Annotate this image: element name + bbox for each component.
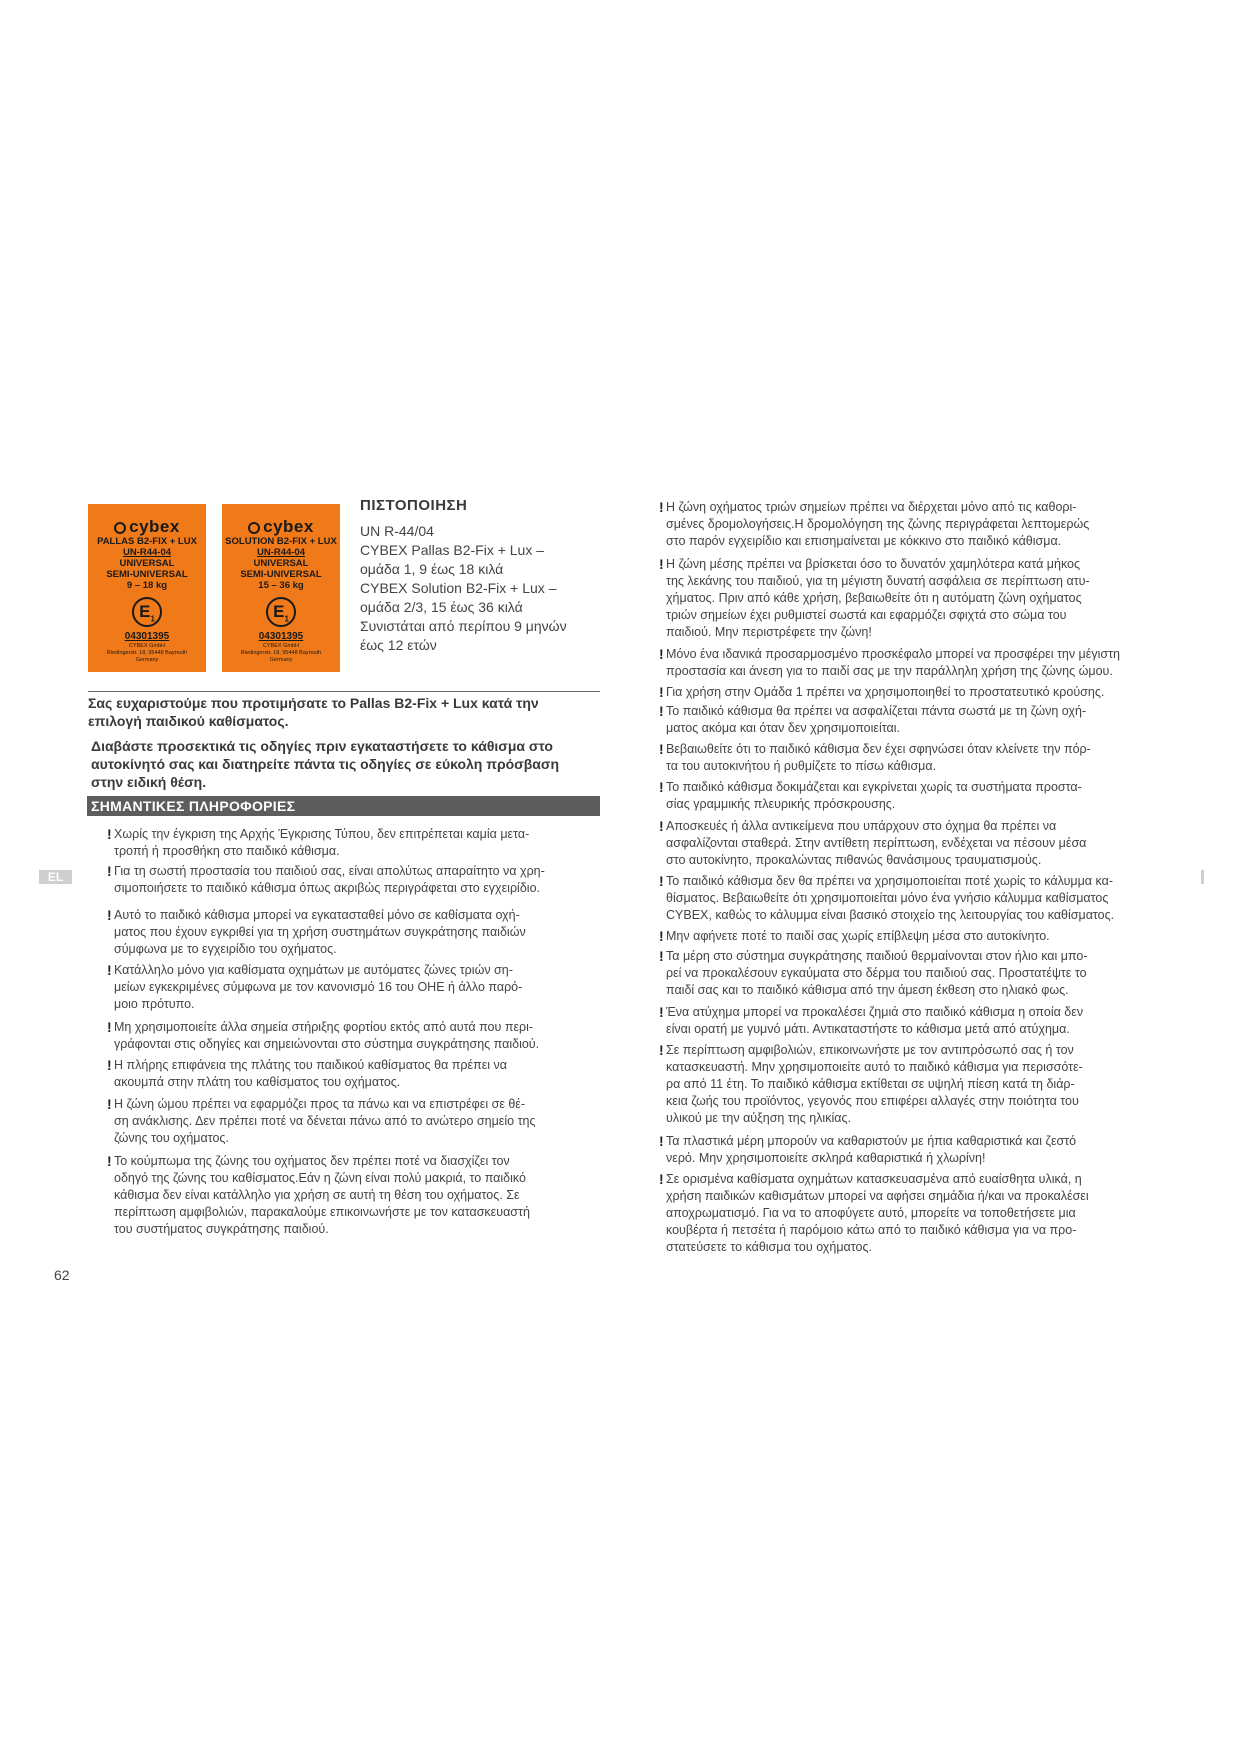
label-company: CYBEX GmbH <box>128 643 166 649</box>
notice-line: αυτοκίνητό σας και διατηρείτε πάντα τις οδηγίες σε εύκολη πρόσβαση <box>91 756 560 772</box>
list-item: ! Η ζώνη οχήματος τριών σημείων πρέπει να διέρχεται μόνο από τις καθορι- σμένες δρομολογήσεις.Η δρομολόγηση της ζώνης περιγράφεται λεπτομερώς στο παρόν εγχειρίδιο και επισημαίνεται με κόκκινο στο παιδικό κάθισμα. <box>659 499 1090 548</box>
approval-label-pallas <box>88 504 206 672</box>
warning-icon: ! <box>107 826 112 842</box>
thanks-line: Σας ευχαριστούμε που προτιμήσατε το Pallas B2-Fix + Lux κατά την <box>88 695 539 711</box>
cybex-logo-icon <box>248 522 260 534</box>
label-product: PALLAS B2-FIX + LUX <box>97 536 197 547</box>
warning-icon: ! <box>659 646 664 662</box>
list-item: ! Το κούμπωμα της ζώνης του οχήματος δεν πρέπει ποτέ να διασχίζει τον οδηγό της ζώνης του καθίσματος.Εάν η ζώνη είναι πολύ μακριά, το παιδικό κάθισμα δεν είναι κατάλληλο για χρήση σε αυτή τη θέση του οχήματος. Σε περίπτωση αμφιβολιών, παρακαλούμε επικοινωνήστε με τον κατασκευαστή του συστήματος συγκράτησης παιδιού. <box>107 1153 530 1236</box>
warning-icon: ! <box>659 741 664 757</box>
list-item: ! Τα πλαστικά μέρη μπορούν να καθαριστούν με ήπια καθαριστικά και ζεστό νερό. Μην χρησιμοποιείτε σκληρά καθαριστικά ή χλωρίνη! <box>659 1133 1077 1165</box>
label-category: UNIVERSAL <box>253 558 309 569</box>
list-item: ! Σε ορισμένα καθίσματα οχημάτων κατασκευασμένα από ευαίσθητα υλικά, η χρήση παιδικών καθισμάτων μπορεί να αφήσει σημάδια ή/και να προκαλέσει αποχρωματισμό. Για να το αποφύγετε αυτό, μπορείτε να τοποθετήσετε μια κουβέρτα ή πετσέτα ή παρόμοιο κάτω από το παιδικό κάθισμα για να προ- στατεύσετε το κάθισμα του οχήματος. <box>659 1171 1089 1254</box>
warning-icon: ! <box>107 962 112 978</box>
approval-number: 04301395 <box>258 631 304 642</box>
list-item: ! Μην αφήνετε ποτέ το παιδί σας χωρίς επίβλεψη μέσα στο αυτοκίνητο. <box>659 928 1050 944</box>
list-item: ! Κατάλληλο μόνο για καθίσματα οχημάτων με αυτόματες ζώνες τριών ση- μείων εγκεκριμένες σύμφωνα με τον κανονισμό 16 του ΟΗΕ ή άλλο παρό- μοιο πρότυπο. <box>107 962 523 1011</box>
page-edge-mark <box>1201 870 1204 884</box>
list-item: ! Η ζώνη ώμου πρέπει να εφαρμόζει προς τα πάνω και να επιστρέφει σε θέ- ση ανάκλισης. Δεν πρέπει ποτέ να δένεται πάνω από το ανώτερο σημείο της ζώνης του οχήματος. <box>107 1096 536 1145</box>
warning-icon: ! <box>107 863 112 879</box>
list-item: ! Τα μέρη στο σύστημα συγκράτησης παιδιού θερμαίνονται στον ήλιο και μπο- ρεί να προκαλέσουν εγκαύματα στο δέρμα του παιδιού σας. Προστατέψτε το παιδί σας και το παιδικό κάθισμα από την άμεση έκθεση στο ηλιακό φως. <box>659 948 1088 997</box>
warning-icon: ! <box>659 818 664 834</box>
list-item: ! Βεβαιωθείτε ότι το παιδικό κάθισμα δεν έχει σφηνώσει όταν κλείνετε την πόρ- τα του αυτοκινήτου ή ρυθμίζετε το πίσω κάθισμα. <box>659 741 1091 773</box>
warning-icon: ! <box>107 1096 112 1112</box>
warning-icon: ! <box>659 1133 664 1149</box>
thanks-line: επιλογή παιδικού καθίσματος. <box>88 713 289 729</box>
cert-line: ομάδα 1, 9 έως 18 κιλά <box>360 561 504 577</box>
label-standard: UN-R44-04 <box>122 547 172 558</box>
label-address: Riedingerstr. 18, 95448 Bayreuth <box>240 650 322 656</box>
label-category-2: SEMI-UNIVERSAL <box>240 569 322 580</box>
list-item: ! Μόνο ένα ιδανικά προσαρμοσμένο προσκέφαλο μπορεί να προσφέρει την μέγιστη προστασία και άνεση για το παιδί σας με την παράλληλη χρήση της ζώνης ώμου. <box>659 646 1120 678</box>
list-item: ! Μη χρησιμοποιείτε άλλα σημεία στήριξης φορτίου εκτός από αυτά που περι- γράφονται στις οδηγίες και σημειώνονται στο σύστημα συγκράτησης παιδιού. <box>107 1019 540 1051</box>
cert-line: CYBEX Pallas B2-Fix + Lux – <box>360 542 545 558</box>
cybex-logo: cybex <box>222 518 340 536</box>
label-address: Riedingerstr. 18, 95448 Bayreuth <box>106 650 188 656</box>
list-item: ! Η ζώνη μέσης πρέπει να βρίσκεται όσο το δυνατόν χαμηλότερα κατά μήκος της λεκάνης του παιδιού, για τη μέγιστη δυνατή ασφάλεια σε περίπτωση ατυ- χήματος. Πριν από κάθε χρήση, βεβαιωθείτε ότι η αυτόματη ζώνη οχήματος τριών σημείων έχει ρυθμιστεί σωστά και εφαρμόζει σφιχτά στο σώμα του παιδιού. Μην περιστρέφετε την ζώνη! <box>659 556 1090 639</box>
cert-line: UN R-44/04 <box>360 523 434 539</box>
list-item: ! Το παιδικό κάθισμα δεν θα πρέπει να χρησιμοποιείται ποτέ χωρίς το κάλυμμα κα- θίσματος. Βεβαιωθείτε ότι χρησιμοποιείται μόνο ένα γνήσιο κάλυμμα καθίσματος CYBEX, καθώς το κάλυμμα είναι βασικό στοιχείο της λειτουργίας του καθίσματος. <box>659 873 1115 922</box>
warning-icon: ! <box>659 873 664 889</box>
certification-title: ΠΙΣΤΟΠΟΙΗΣΗ <box>360 497 468 514</box>
warning-icon: ! <box>659 684 664 700</box>
warning-icon: ! <box>659 703 664 719</box>
cybex-logo-icon <box>114 522 126 534</box>
warning-icon: ! <box>659 928 664 944</box>
label-country: Germany <box>135 657 159 663</box>
warning-icon: ! <box>659 1042 664 1058</box>
warning-icon: ! <box>659 1004 664 1020</box>
label-category-2: SEMI-UNIVERSAL <box>106 569 188 580</box>
certification-text <box>360 522 600 655</box>
cert-line: ομάδα 2/3, 15 έως 36 κιλά <box>360 599 523 615</box>
list-item: ! Σε περίπτωση αμφιβολιών, επικοινωνήστε με τον αντιπρόσωπό σας ή τον κατασκευαστή. Μην χρησιμοποιείτε αυτό το παιδικό κάθισμα για περισσότε- ρα από 11 έτη. Το παιδικό κάθισμα εκτίθεται σε υψηλή πίεση κατά τη διάρ- κεια ζωής του προϊόντος, γεγονός που επιφέρει αλλαγές στην ποιότητα του υλικού με την αύξηση της ηλικίας. <box>659 1042 1083 1125</box>
label-weight: 15 – 36 kg <box>258 580 304 591</box>
read-notice <box>91 737 611 791</box>
warning-icon: ! <box>659 556 664 572</box>
label-product: SOLUTION B2-FIX + LUX <box>225 536 337 547</box>
divider <box>88 691 600 692</box>
warning-icon: ! <box>659 779 664 795</box>
list-item: ! Αυτό το παιδικό κάθισμα μπορεί να εγκατασταθεί μόνο σε καθίσματα οχή- ματος που έχουν εγκριθεί για τη χρήση συστημάτων συγκράτησης παιδιών σύμφωνα με το εγχειρίδιο του οχήματος. <box>107 907 526 956</box>
notice-line: Διαβάστε προσεκτικά τις οδηγίες πριν εγκαταστήσετε το κάθισμα στο <box>91 738 553 754</box>
warning-icon: ! <box>107 1057 112 1073</box>
page-number: 62 <box>54 1267 70 1283</box>
list-item: ! Ένα ατύχημα μπορεί να προκαλέσει ζημιά στο παιδικό κάθισμα η οποία δεν είναι ορατή με γυμνό μάτι. Αντικαταστήστε το κάθισμα μετά από ατύχημα. <box>659 1004 1084 1036</box>
cert-line: Συνιστάται από περίπου 9 μηνών <box>360 618 567 634</box>
label-country: Germany <box>269 657 293 663</box>
cert-line: έως 12 ετών <box>360 637 437 653</box>
section-title: ΣΗΜΑΝΤΙΚΕΣ ΠΛΗΡΟΦΟΡΙΕΣ <box>87 796 600 816</box>
e-mark-icon: $E_1$ <box>132 597 162 627</box>
thanks-paragraph <box>88 694 608 730</box>
warning-icon: ! <box>107 907 112 923</box>
e-mark-icon: $E_1$ <box>266 597 296 627</box>
cert-line: CYBEX Solution B2-Fix + Lux – <box>360 580 557 596</box>
list-item: ! Για χρήση στην Ομάδα 1 πρέπει να χρησιμοποιηθεί το προστατευτικό κρούσης. <box>659 684 1105 700</box>
list-item: ! Χωρίς την έγκριση της Αρχής Έγκρισης Τύπου, δεν επιτρέπεται καμία μετα- τροπή ή προσθήκη στο παιδικό κάθισμα. <box>107 826 530 858</box>
label-company: CYBEX GmbH <box>262 643 300 649</box>
cybex-logo: cybex <box>88 518 206 536</box>
warning-icon: ! <box>659 1171 664 1187</box>
label-category: UNIVERSAL <box>119 558 175 569</box>
approval-number: 04301395 <box>124 631 170 642</box>
list-item: ! Για τη σωστή προστασία του παιδιού σας, είναι απολύτως απαραίτητο να χρη- σιμοποιήσετε το παιδικό κάθισμα όπως ακριβώς περιγράφεται στο εγχειρίδιο. <box>107 863 545 895</box>
list-item: ! Το παιδικό κάθισμα θα πρέπει να ασφαλίζεται πάντα σωστά με τη ζώνη οχή- ματος ακόμα και όταν δεν χρησιμοποιείται. <box>659 703 1087 735</box>
warning-icon: ! <box>659 499 664 515</box>
warning-icon: ! <box>107 1153 112 1169</box>
notice-line: στην ειδική θέση. <box>91 774 207 790</box>
list-item: ! Το παιδικό κάθισμα δοκιμάζεται και εγκρίνεται χωρίς τα συστήματα προστα- σίας γραμμικής πλευρικής πρόσκρουσης. <box>659 779 1082 811</box>
warning-icon: ! <box>659 948 664 964</box>
label-weight: 9 – 18 kg <box>126 580 168 591</box>
approval-label-solution <box>222 504 340 672</box>
language-tab: EL <box>39 870 72 884</box>
list-item: ! Η πλήρης επιφάνεια της πλάτης του παιδικού καθίσματος θα πρέπει να ακουμπά στην πλάτη του καθίσματος του οχήματος. <box>107 1057 508 1089</box>
label-standard: UN-R44-04 <box>256 547 306 558</box>
warning-icon: ! <box>107 1019 112 1035</box>
list-item: ! Αποσκευές ή άλλα αντικείμενα που υπάρχουν στο όχημα θα πρέπει να ασφαλίζονται σταθερά. Στην αντίθετη περίπτωση, ενδέχεται να πέσουν μέσα στο αυτοκίνητο, προκαλώντας πιθανώς θανάσιμους τραυματισμούς. <box>659 818 1087 867</box>
